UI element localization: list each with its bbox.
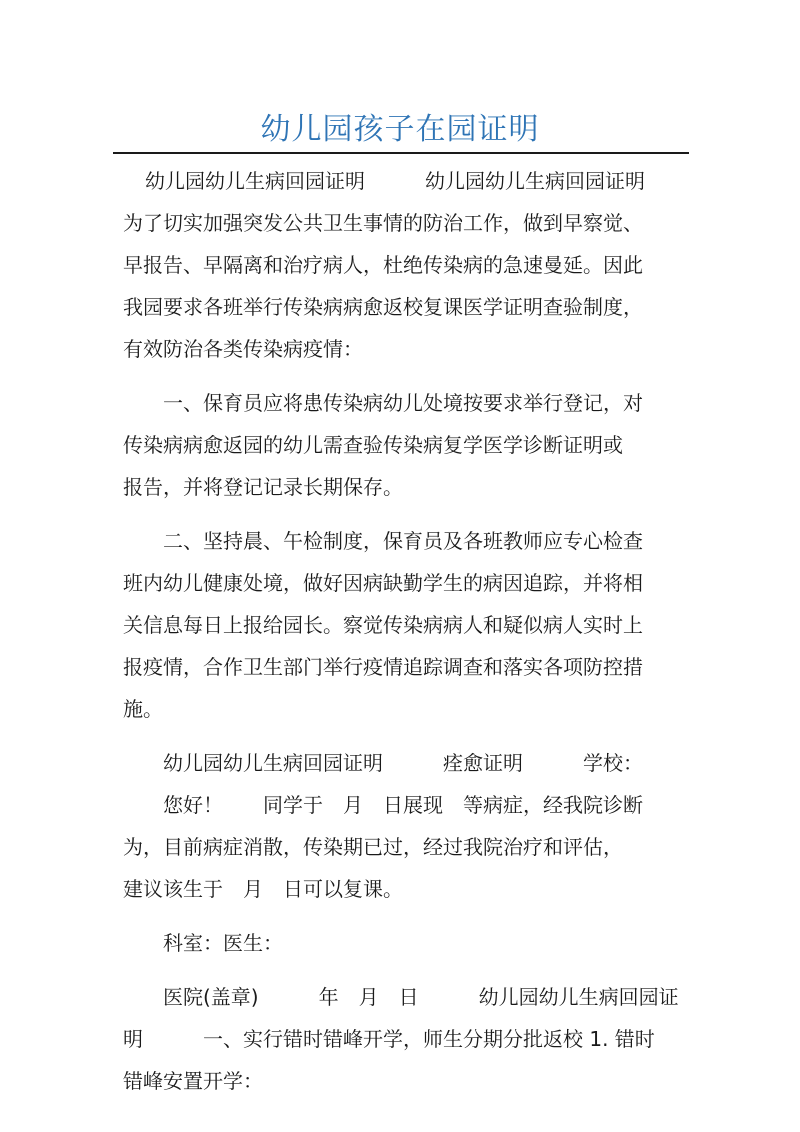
body-line: 关信息每日上报给园长。察觉传染病病人和疑似病人实时上: [123, 613, 643, 637]
title-divider: [113, 152, 689, 154]
document-body: [123, 160, 695, 1102]
body-line: 科室：医生：: [163, 931, 283, 955]
body-line: 您好！ 同学于 月 日展现 等病症，经我院诊断: [163, 793, 643, 817]
body-line: 建议该生于 月 日可以复课。: [123, 877, 403, 901]
document-title: 幼儿园孩子在园证明: [260, 112, 540, 147]
body-line: 班内幼儿健康处境，做好因病缺勤学生的病因追踪，并将相: [123, 571, 643, 595]
body-line: 报告，并将登记记录长期保存。: [123, 475, 403, 499]
body-line: 一、保育员应将患传染病幼儿处境按要求举行登记，对: [163, 391, 643, 415]
body-line: 报疫情，合作卫生部门举行疫情追踪调查和落实各项防控措: [123, 655, 643, 679]
body-line: 施。: [123, 697, 163, 721]
body-line: 有效防治各类传染病疫情：: [123, 337, 363, 361]
body-line: 我园要求各班举行传染病病愈返校复课医学证明查验制度，: [123, 295, 643, 319]
body-line: 明 一、实行错时错峰开学，师生分期分批返校 1. 错时: [123, 1027, 655, 1051]
body-line: 传染病病愈返园的幼儿需查验传染病复学医学诊断证明或: [123, 433, 623, 457]
body-line: 为了切实加强突发公共卫生事情的防治工作，做到早察觉、: [123, 211, 643, 235]
body-line: 幼儿园幼儿生病回园证明 幼儿园幼儿生病回园证明: [145, 169, 645, 193]
body-line: 二、坚持晨、午检制度，保育员及各班教师应专心检查: [163, 529, 643, 553]
body-line: 为，目前病症消散，传染期已过，经过我院治疗和评估，: [123, 835, 623, 859]
body-line: 医院(盖章) 年 月 日 幼儿园幼儿生病回园证: [163, 985, 679, 1009]
body-line: 错峰安置开学：: [123, 1069, 263, 1093]
body-line: 幼儿园幼儿生病回园证明 痊愈证明 学校：: [163, 751, 643, 775]
body-line: 早报告、早隔离和治疗病人，杜绝传染病的急速曼延。因此: [123, 253, 643, 277]
